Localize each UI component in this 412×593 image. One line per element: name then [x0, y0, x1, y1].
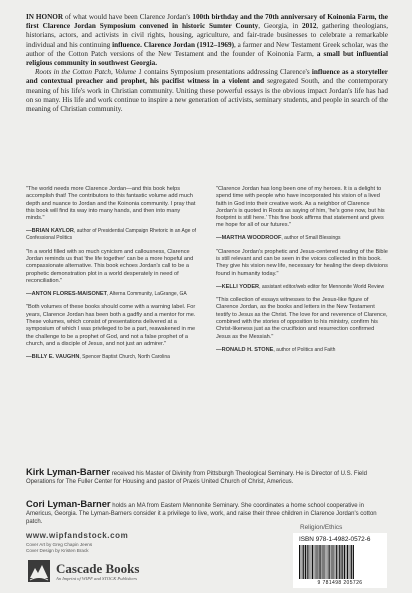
barcode-icon — [297, 545, 383, 579]
attribution-role: , Spencer Baptist Church, North Carolina — [79, 353, 170, 360]
attribution-role: , Alterna Community, LaGrange, GA — [107, 290, 187, 297]
testimonial-quote: "Clarence Jordan has long been one of my heroes. It is a delight to spend time with people who have incorporated his vision of a lived faith in God into their creative work. As a neighbor of Clarence Jordan's is quoted in Roots as saying of him, 'he's gone now, but his footprint is still here.' This fine book affirms that statement and gives me hope for all of our futures." — [216, 186, 385, 229]
publisher-name: Cascade Books — [56, 560, 140, 576]
attribution-name: —BRIAN KAYLOR — [26, 228, 74, 235]
description-bold-segment: influence as a storyteller and contextual preacher and prophet, his pacifist witness in a violent and — [26, 68, 388, 86]
publisher-website: www.wipfandstock.com — [26, 531, 129, 540]
description-paragraph-2 — [26, 68, 388, 114]
attribution-role: , assistant editor/web editor for Mennonite World Review — [259, 283, 385, 290]
bio-name: Kirk Lyman-Barner — [26, 466, 111, 477]
editor-bio-kirk — [26, 468, 388, 487]
description-text-segment: contains Symposium presentations addressing Clarence's — [141, 68, 312, 77]
isbn-text: ISBN 978-1-4982-0572-6 — [299, 536, 371, 543]
attribution-name: —KELLI YODER — [216, 283, 260, 290]
barcode-panel — [293, 533, 387, 588]
description-bold-segment: 100th birthday and the 70th anniversary of Koinonia Farm, the first Clarence Jordan Symposium convened in historic Sumter County — [26, 13, 388, 31]
bio-text: holds an MA from Eastern Mennonite Seminary. She coordinates a home school cooperative in Americus, Georgia. The Lyman-Barners consider it a privilege to live, work, and raise their three children in Clarence Jordan's cotton patch. — [26, 503, 377, 525]
testimonial-quote: "In a world filled with so much cynicism and callousness, Clarence Jordan reminds us that 'the life together' can be a more hopeful and compassionate alternative. This book echoes Jordan's call to be a prophetic demonstration plot in a world desperately in need of reconciliation." — [26, 248, 194, 285]
description-text-segment: , gathering theologians, historians, actors, and activists in civil rights, housing, agriculture, and fair-trade businesses to celebrate a remarkable individual and his continuing — [26, 22, 388, 49]
attribution-role: , author of Politics and Faith — [273, 346, 336, 353]
testimonial-quote: "Clarence Jordan's prophetic and Jesus-centered reading of the Bible is still relevant and can be seen in the voices collected in this book. They give his vision new life, necessary for healing the deep divisions found in humanity today." — [216, 248, 388, 277]
attribution-role: , author of Presidential Campaign Rhetoric in an Age of Confessional Politics — [26, 228, 196, 242]
description-text-segment: , a farmer and New Testament Greek scholar, was the author of the Cotton Patch versions of the New Testament and the founder of Koinonia Farm, — [26, 40, 389, 58]
description-bold-segment: a small but influential religious community in southwest Georgia. — [26, 49, 389, 68]
attribution-role: , author of Small Blessings — [281, 235, 341, 242]
testimonial-quote: "Both volumes of these books should come with a warning label. For years, Clarence Jordan has been both a gadfly and a mentor for me. These volumes, which consist of presentations delivered at a symposium of which I was privileged to be a part, reawakened in me the challenge to be a prophet of God, and not a false prophet of a church, and a disciple of Jesus, and not just an admirer." — [26, 304, 196, 347]
description-paragraph-1 — [26, 13, 388, 68]
publisher-logo — [26, 558, 156, 584]
testimonial-attribution — [26, 291, 198, 298]
testimonial-attribution — [26, 228, 198, 243]
testimonial-quote: "This collection of essays witnesses to the Jesus-like figure of Clarence Jordan, as the books and letters in the New Testament testify to Jesus as the Christ. The love for and reverence of Clarence, combined with the stories of opposition to his ministry, confirm his Christ-likeness just as the crucifixion and resurrection confirmed Jesus as the Messiah." — [216, 297, 388, 340]
cover-credits — [26, 542, 92, 554]
genre-label: Religion/Ethics — [300, 524, 343, 531]
testimonials-right-column — [216, 186, 388, 367]
description-lead: IN HONOR — [26, 13, 64, 21]
testimonial-attribution — [216, 235, 388, 242]
description-bold-segment: 2012 — [302, 22, 317, 31]
testimonial-attribution — [216, 284, 388, 291]
attribution-name: —ANTON FLORES-MAISONET — [26, 290, 108, 297]
testimonial-attribution — [26, 354, 198, 361]
publisher-tagline: An Imprint of WIPF and STOCK Publishers — [56, 575, 138, 581]
description-text-segment: segregated South, and the contemporary meaning of his life's work in Christian community. Uniting these powerful essays is the obvious impact Jordan's life has had on so many. His life and work continue to inspire a new generation of activists, seminary students, and people in search of the meaning of Christian community. — [26, 77, 388, 114]
bio-text: received his Master of Divinity from Pittsburgh Theological Seminary. He is Director of U.S. Field Operations for The Fuller Center for Housing and pastor of Praxis United Church of Christ, Americus. — [26, 471, 367, 485]
attribution-name: —RONALD H. STONE — [216, 346, 274, 353]
editor-bio-cori — [26, 500, 388, 526]
book-title: Roots in the Cotton Patch, Volume 1 — [35, 68, 142, 77]
testimonial-quote: "The world needs more Clarence Jordan—and this book helps accomplish that! The contributors to this fantastic volume add much depth and nuance to Jordan and the Koinonia community. I pray that this book will find its way into many hands, and then into many minds." — [26, 186, 196, 222]
cascade-logo-icon — [26, 558, 52, 584]
testimonials — [26, 186, 388, 367]
cover-design-credit: Cover Design by Kristen Brack — [26, 548, 89, 554]
attribution-name: —BILLY E. VAUGHN — [26, 353, 80, 360]
barcode-number: 9 781498 205726 — [317, 580, 363, 586]
description-text — [26, 13, 388, 114]
testimonials-left-column — [26, 186, 198, 367]
testimonial-attribution — [216, 347, 388, 354]
bio-name: Cori Lyman-Barner — [26, 498, 111, 509]
cover-art-credit: Cover Art by Greg Chapin Jeens — [26, 542, 93, 547]
description-bold-segment: influence. Clarence Jordan (1912–1969) — [112, 40, 235, 49]
attribution-name: —MARTHA WOODROOF — [216, 235, 282, 242]
description-text-segment: , Georgia, in — [258, 22, 303, 31]
description-text-segment: of what would have been Clarence Jordan's — [63, 13, 193, 21]
